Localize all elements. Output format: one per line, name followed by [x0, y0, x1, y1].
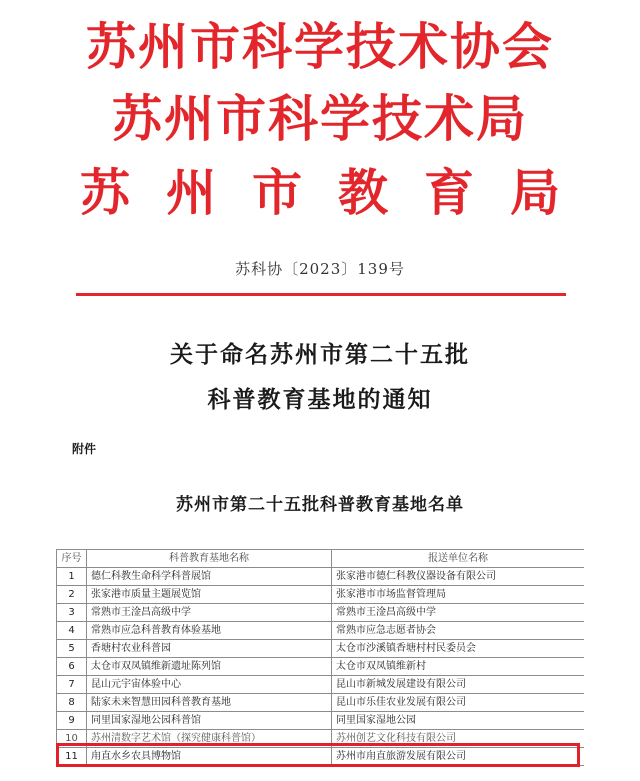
notice-title-line2: 科普教育基地的通知 — [207, 386, 433, 413]
row-index: 1 — [57, 568, 87, 586]
row-base-name: 常熟市王淦昌高级中学 — [87, 604, 332, 622]
row-index: 7 — [57, 676, 87, 694]
table-row — [57, 694, 585, 712]
row-index: 6 — [57, 658, 87, 676]
table-row-highlighted — [57, 748, 585, 766]
header-index: 序号 — [57, 550, 87, 568]
header-unit-name: 报送单位名称 — [332, 550, 585, 568]
list-title: 苏州市第二十五批科普教育基地名单 — [176, 495, 464, 515]
table-row — [57, 622, 585, 640]
row-index: 4 — [57, 622, 87, 640]
row-index: 3 — [57, 604, 87, 622]
base-list-table-wrap — [56, 549, 584, 781]
row-base-name: 苏州清数字艺术馆（探究健康科普馆） — [87, 730, 332, 748]
row-index: 9 — [57, 712, 87, 730]
row-unit-name: 太仓市双凤镇维新村 — [332, 658, 585, 676]
red-header-rule — [76, 293, 566, 296]
row-base-name: 常熟市应急科普教育体验基地 — [87, 622, 332, 640]
row-base-name: 昆山元宇宙体验中心 — [87, 676, 332, 694]
row-unit-name: 常熟市王淦昌高级中学 — [332, 604, 585, 622]
row-base-name: 甪直水乡农具博物馆 — [87, 748, 332, 766]
document-number: 苏科协〔2023〕139号 — [235, 260, 405, 278]
table-row — [57, 658, 585, 676]
table-row — [57, 676, 585, 694]
table-row — [57, 730, 585, 748]
org-title-jiaoyuju: 苏州市教育局 — [80, 163, 596, 222]
base-list-table — [56, 549, 584, 766]
row-index: 8 — [57, 694, 87, 712]
row-base-name: 太仓市双凤镇维新遗址陈列馆 — [87, 658, 332, 676]
table-row — [57, 604, 585, 622]
row-base-name: 香塘村农业科普园 — [87, 640, 332, 658]
org-title-kexie: 苏州市科学技术协会 — [86, 17, 554, 76]
table-row — [57, 712, 585, 730]
header-base-name: 科普教育基地名称 — [87, 550, 332, 568]
table-row — [57, 586, 585, 604]
attachment-label: 附件 — [72, 442, 97, 456]
row-unit-name: 苏州创艺文化科技有限公司 — [332, 730, 585, 748]
row-base-name: 陆家未来智慧田园科普教育基地 — [87, 694, 332, 712]
row-index: 2 — [57, 586, 87, 604]
notice-title-line1: 关于命名苏州市第二十五批 — [170, 341, 470, 368]
table-row — [57, 568, 585, 586]
row-unit-name: 太仓市沙溪镇香塘村村民委员会 — [332, 640, 585, 658]
table-row — [57, 640, 585, 658]
row-unit-name: 张家港市市场监督管理局 — [332, 586, 585, 604]
org-title-kejiju: 苏州市科学技术局 — [112, 89, 528, 148]
row-unit-name: 昆山市乐佳农业发展有限公司 — [332, 694, 585, 712]
row-base-name: 德仁科教生命科学科普展馆 — [87, 568, 332, 586]
row-unit-name: 昆山市新城发展建设有限公司 — [332, 676, 585, 694]
row-index: 11 — [57, 748, 87, 766]
row-index: 5 — [57, 640, 87, 658]
row-unit-name: 苏州市甪直旅游发展有限公司 — [332, 748, 585, 766]
row-index: 10 — [57, 730, 87, 748]
table-header-row — [57, 550, 585, 568]
row-unit-name: 张家港市德仁科教仪器设备有限公司 — [332, 568, 585, 586]
row-unit-name: 同里国家湿地公园 — [332, 712, 585, 730]
row-base-name: 张家港市质量主题展览馆 — [87, 586, 332, 604]
row-base-name: 同里国家湿地公园科普馆 — [87, 712, 332, 730]
row-unit-name: 常熟市应急志愿者协会 — [332, 622, 585, 640]
